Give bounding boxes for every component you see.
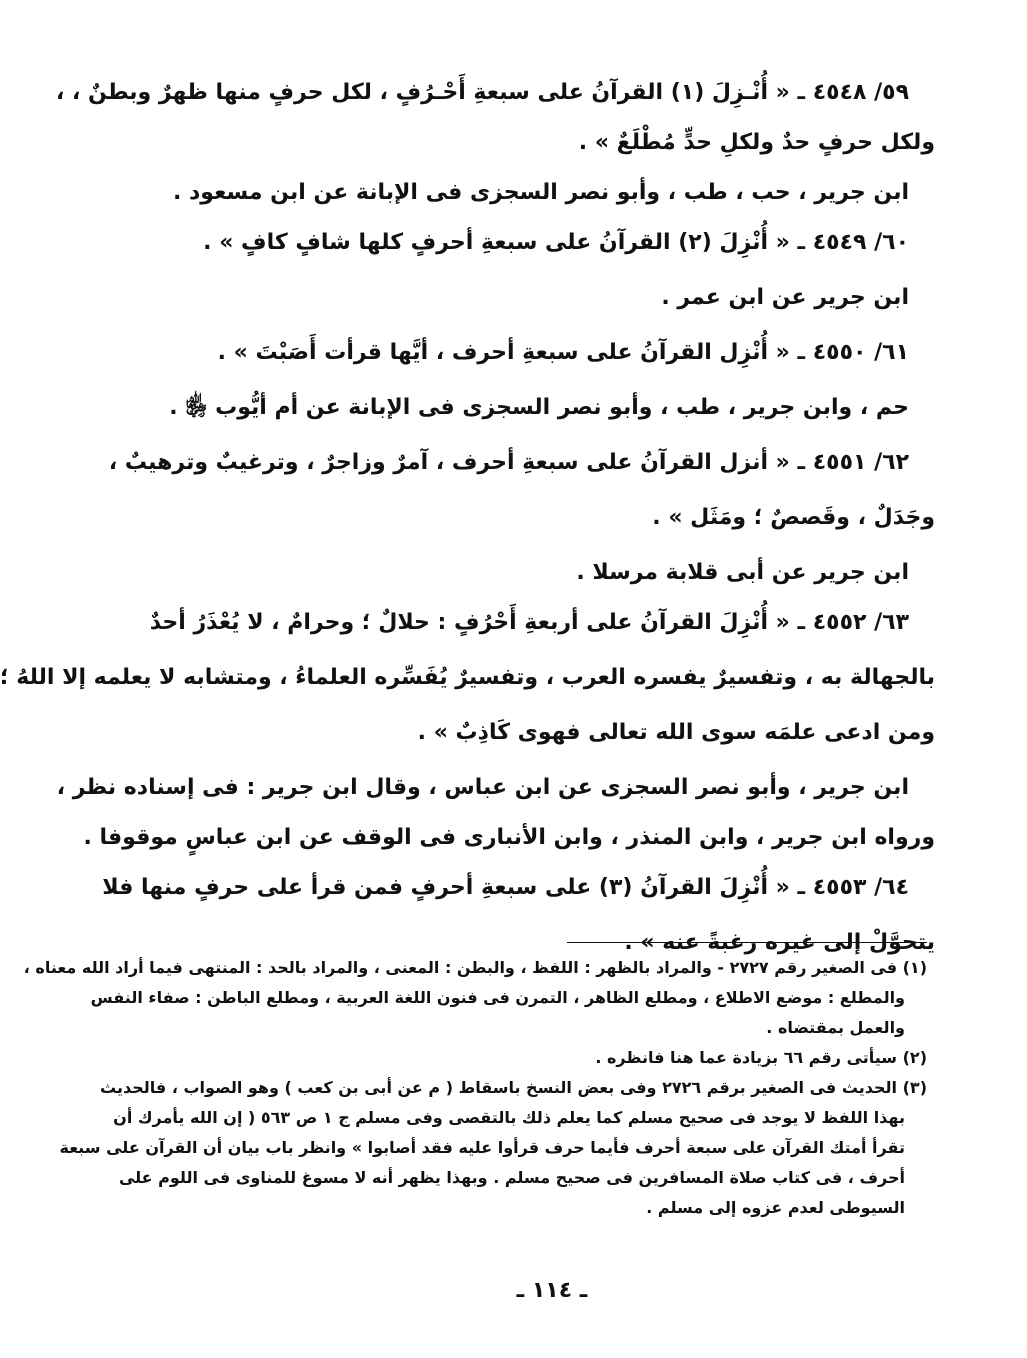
- footnote-divider: [567, 942, 927, 943]
- footnote-line: (١) فى الصغير رقم ٢٧٢٧ - والمراد بالظهر : اللفظ ، والبطن : المعنى ، والمراد بالحد : المنتهى فيما أراد الله معناه ،: [23, 958, 927, 977]
- hadith-text-line: يتحوَّلْ إلى غيره رغبةً عنه » .: [624, 930, 935, 955]
- hadith-text-line: ٦٣/ ٤٥٥٢ ـ « أُنْزِلَ القرآنُ على أربعةِ أَحْرُفٍ : حلالٌ ؛ وحرامٌ ، لا يُعْذَرُ أحدٌ: [149, 610, 909, 635]
- hadith-text-line: ٦٤/ ٤٥٥٣ ـ « أُنْزِلَ القرآنُ (٣) على سبعةِ أحرفٍ فمن قرأ على حرفٍ منها فلا: [102, 875, 909, 900]
- footnote-line: والمطلع : موضع الاطلاع ، ومطلع الظاهر ، التمرن فى فنون اللغة العربية ، ومطلع الباطن : صفاء النفس: [90, 988, 905, 1007]
- footnote-line: (٢) سيأتى رقم ٦٦ بزيادة عما هنا فانظره .: [595, 1048, 927, 1067]
- footnote: [59, 1076, 927, 1220]
- hadith-text-line: ٦٠/ ٤٥٤٩ ـ « أُنْزِلَ (٢) القرآنُ على سبعةِ أحرفٍ كلها شافٍ كافٍ » .: [203, 230, 909, 255]
- footnote-line: والعمل بمقتضاه .: [766, 1018, 905, 1037]
- hadith-entry: [0, 608, 935, 853]
- hadith-source: ابن جرير ، وأبو نصر السجزى عن ابن عباس ، وقال ابن جرير : فى إسناده نظر ،: [56, 775, 909, 800]
- hadith-source: ابن جرير عن ابن عمر .: [661, 285, 909, 310]
- hadith-source: حم ، وابن جرير ، طب ، وأبو نصر السجزى فى الإبانة عن أم أيُّوب ﵂ .: [169, 395, 909, 420]
- hadith-entry: [165, 338, 935, 423]
- hadith-entry: [165, 228, 935, 313]
- hadith-text-line: ٦٢/ ٤٥٥١ ـ « أنزل القرآنُ على سبعةِ أحرف ، آمرٌ وزاجرٌ ، وترغيبٌ وترهيبٌ ،: [108, 450, 909, 475]
- hadith-entry: [56, 78, 935, 208]
- hadith-source: ورواه ابن جرير ، وابن المنذر ، وابن الأنبارى فى الوقف عن ابن عباسٍ موقوفا .: [83, 825, 935, 850]
- footnote-line: (٣) الحديث فى الصغير برقم ٢٧٢٦ وفى بعض النسخ باسقاط ( م عن أبى بن كعب ) وهو الصواب ، فالحديث: [100, 1078, 927, 1097]
- hadith-text-line: ٥٩/ ٤٥٤٨ ـ « أُنْـزِلَ (١) القرآنُ على سبعةِ أَحْـرُفٍ ، لكل حرفٍ منها ظهرٌ وبطنٌ ، ،: [56, 80, 909, 105]
- hadith-entry: [108, 448, 935, 588]
- footnotes: [23, 956, 927, 1220]
- main-text: [0, 78, 935, 958]
- footnote-line: بهذا اللفظ لا يوجد فى صحيح مسلم كما يعلم ذلك بالتقصى وفى مسلم ج ١ ص ٥٦٣ ( إن الله يأمرك أن: [113, 1108, 905, 1127]
- page-number: ـ ١١٤ ـ: [516, 1278, 588, 1303]
- footnote-line: أحرف ، فى كتاب صلاة المسافرين فى صحيح مسلم . وبهذا يظهر أنه لا مسوغ للمناوى فى اللوم على: [118, 1168, 905, 1187]
- hadith-entry: [102, 873, 935, 958]
- footnote-line: تقرأ أمتك القرآن على سبعة أحرف فأيما حرف قرأوا عليه فقد أصابوا » وانظر باب بيان أن القرآن على سبعة: [59, 1138, 905, 1157]
- hadith-source: ابن جرير عن أبى قلابة مرسلا .: [576, 560, 909, 585]
- hadith-text-line: ٦١/ ٤٥٥٠ ـ « أُنْزِل القرآنُ على سبعةِ أحرف ، أيَّها قرأت أَصَبْتَ » .: [217, 340, 909, 365]
- footnote-line: السيوطى لعدم عزوه إلى مسلم .: [646, 1198, 905, 1217]
- hadith-text-line: بالجهالة به ، وتفسيرٌ يفسره العرب ، وتفسيرٌ يُفَسِّره العلماءُ ، ومتشابه لا يعلمه إلا اللهُ ؛: [0, 665, 935, 690]
- hadith-text-line: ومن ادعى علمَه سوى الله تعالى فهوى كَاذِبٌ » .: [417, 720, 935, 745]
- hadith-text-line: وجَدَلٌ ، وقَصصٌ ؛ ومَثَل » .: [652, 505, 935, 530]
- hadith-text-line: ولكل حرفٍ حدٌ ولكلِ حدٍّ مُطْلَعٌ » .: [578, 130, 935, 155]
- hadith-source: ابن جرير ، حب ، طب ، وأبو نصر السجزى فى الإبانة عن ابن مسعود .: [173, 180, 909, 205]
- footnote: [23, 956, 927, 1040]
- footnote: [177, 1046, 927, 1070]
